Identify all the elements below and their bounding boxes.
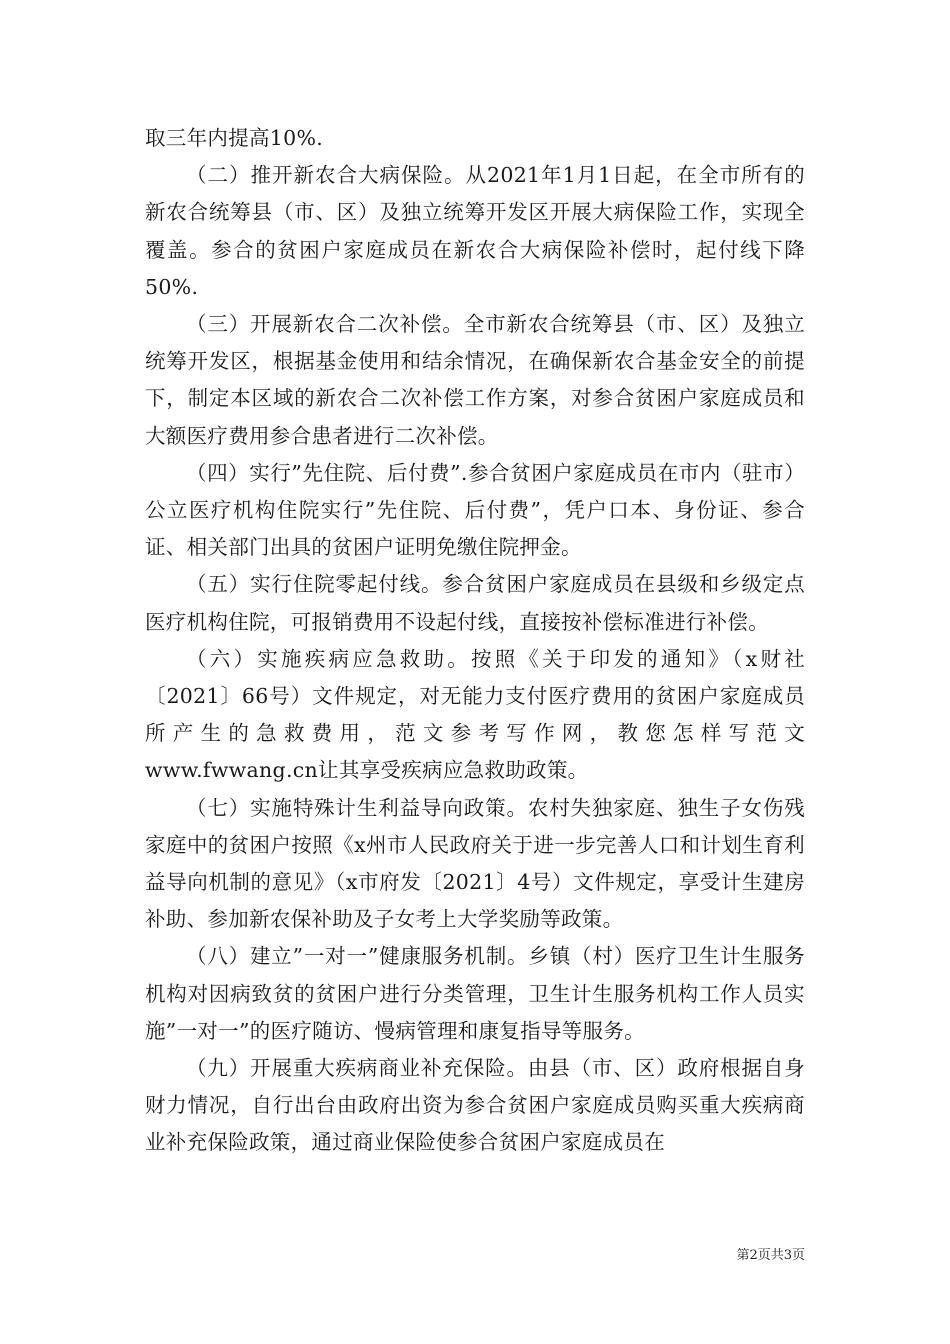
- page-number-footer: 第2页共3页: [736, 1248, 805, 1263]
- paragraph-continuation: 取三年内提高10%.: [145, 126, 324, 150]
- paragraph-8-one-to-one-health-service: （八）建立”一对一”健康服务机制。乡镇（村）医疗卫生计生服务机构对因病致贫的贫困户进行分类管理，卫生计生服务机构工作人员实施”一对一”的医疗随访、慢病管理和康复指导等服务。: [145, 944, 805, 1043]
- paragraph-9-commercial-insurance: （九）开展重大疾病商业补充保险。由县（市、区）政府根据自身财力情况，自行出台由政府出资为参合贫困户家庭成员购买重大疾病商业补充保险政策，通过商业保险使参合贫困户家庭成员在: [145, 1056, 805, 1155]
- paragraph-2-major-illness-insurance: （二）推开新农合大病保险。从2021年1月1日起，在全市所有的新农合统筹县（市、区）及独立统筹开发区开展大病保险工作，实现全覆盖。参合的贫困户家庭成员在新农合大病保险补偿时，起付线下降50%.: [145, 163, 805, 299]
- paragraph-4-hospitalize-first-pay-later: （四）实行”先住院、后付费”.参合贫困户家庭成员在市内（驻市）公立医疗机构住院实行”先住院、后付费”，凭户口本、身份证、参合证、相关部门出具的贫困户证明免缴住院押金。: [145, 460, 805, 560]
- paragraph-5-zero-deductible: （五）实行住院零起付线。参合贫困户家庭成员在县级和乡级定点医疗机构住院，可报销费用不设起付线，直接按补偿标准进行补偿。: [145, 572, 805, 634]
- paragraph-7-family-planning-policy: （七）实施特殊计生利益导向政策。农村失独家庭、独生子女伤残家庭中的贫困户按照《x州市人民政府关于进一步完善人口和计划生育利益导向机制的意见》（x市府发〔2021〕4号）文件规定，享受计生建房补助、参加新农保补助及子女考上大学奖励等政策。: [145, 795, 805, 932]
- document-body: [145, 120, 805, 1162]
- paragraph-3-secondary-compensation: （三）开展新农合二次补偿。全市新农合统筹县（市、区）及独立统筹开发区，根据基金使用和结余情况，在确保新农合基金安全的前提下，制定本区域的新农合二次补偿工作方案，对参合贫困户家庭成员和大额医疗费用参合患者进行二次补偿。: [145, 312, 805, 448]
- paragraph-6-emergency-assistance: （六）实施疾病应急救助。按照《关于印发的通知》（x财社〔2021〕66号）文件规定，对无能力支付医疗费用的贫困户家庭成员所产生的急救费用，范文参考写作网，教您怎样写范文www.fwwang.cn让其享受疾病应急救助政策。: [145, 646, 805, 783]
